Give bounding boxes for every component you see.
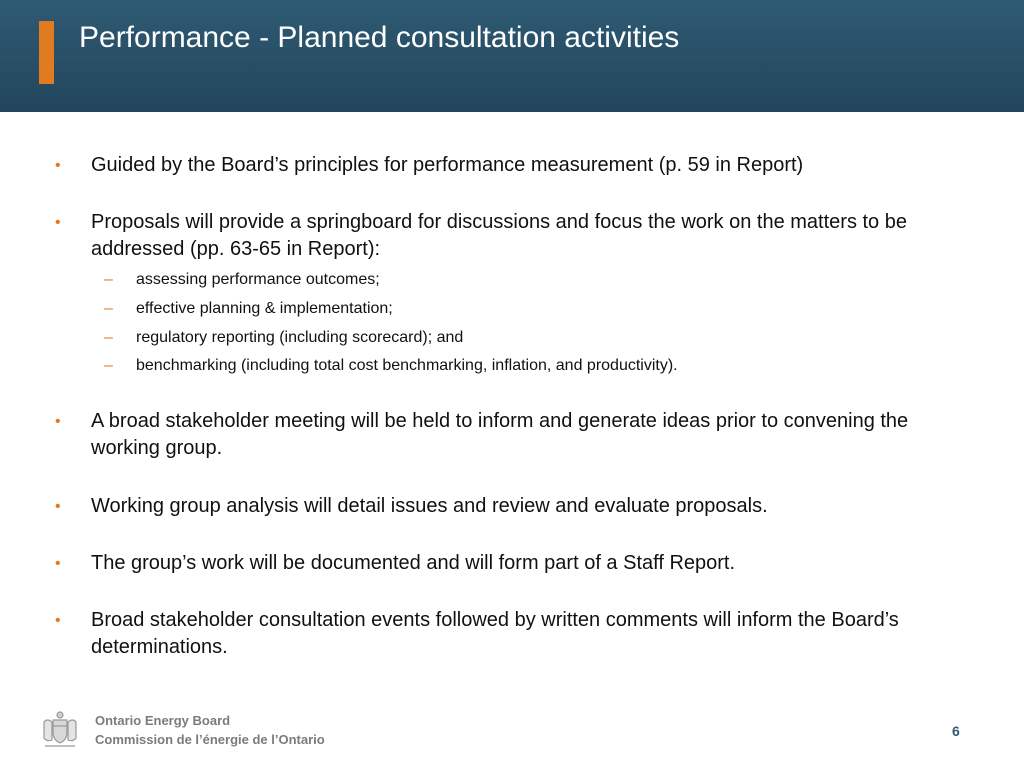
sub-bullet-text: regulatory reporting (including scorecard); and: [136, 329, 464, 346]
bullet-text: A broad stakeholder meeting will be held to inform and generate ideas prior to convening the working group.: [91, 410, 909, 459]
bullet-marker: •: [55, 555, 61, 572]
title-bar: [0, 0, 1024, 112]
bullet-text: The group’s work will be documented and will form part of a Staff Report.: [91, 552, 736, 574]
org-name-english: Ontario Energy Board: [95, 713, 231, 728]
sub-bullet-text: assessing performance outcomes;: [136, 271, 380, 288]
bullet-text: Broad stakeholder consultation events followed by written comments will inform the Board’s determinations.: [91, 609, 899, 658]
sub-bullet-dash: –: [104, 329, 113, 346]
sub-bullet-dash: –: [104, 271, 113, 288]
bullet-marker: •: [55, 498, 61, 515]
org-name-french: Commission de l’énergie de l’Ontario: [95, 732, 325, 747]
sub-bullet-text: benchmarking (including total cost benchmarking, inflation, and productivity).: [136, 357, 678, 374]
sub-bullet-dash: –: [104, 357, 113, 374]
bullet-marker: •: [55, 214, 61, 231]
bullet-marker: •: [55, 612, 61, 629]
bullet-text: Proposals will provide a springboard for discussions and focus the work on the matters to be addressed (pp. 63-65 in Report):: [91, 211, 907, 260]
page-number: 6: [952, 723, 960, 739]
slide-title: Performance - Planned consultation activities: [79, 21, 680, 54]
bullet-marker: •: [55, 413, 61, 430]
bullet-text: Guided by the Board’s principles for performance measurement (p. 59 in Report): [91, 154, 804, 176]
bullet-text: Working group analysis will detail issues and review and evaluate proposals.: [91, 495, 768, 517]
bullet-marker: •: [55, 157, 61, 174]
sub-bullet-text: effective planning & implementation;: [136, 300, 393, 317]
ontario-coat-of-arms-icon: [40, 708, 80, 750]
title-accent-bar: [39, 21, 54, 84]
sub-bullet-dash: –: [104, 300, 113, 317]
